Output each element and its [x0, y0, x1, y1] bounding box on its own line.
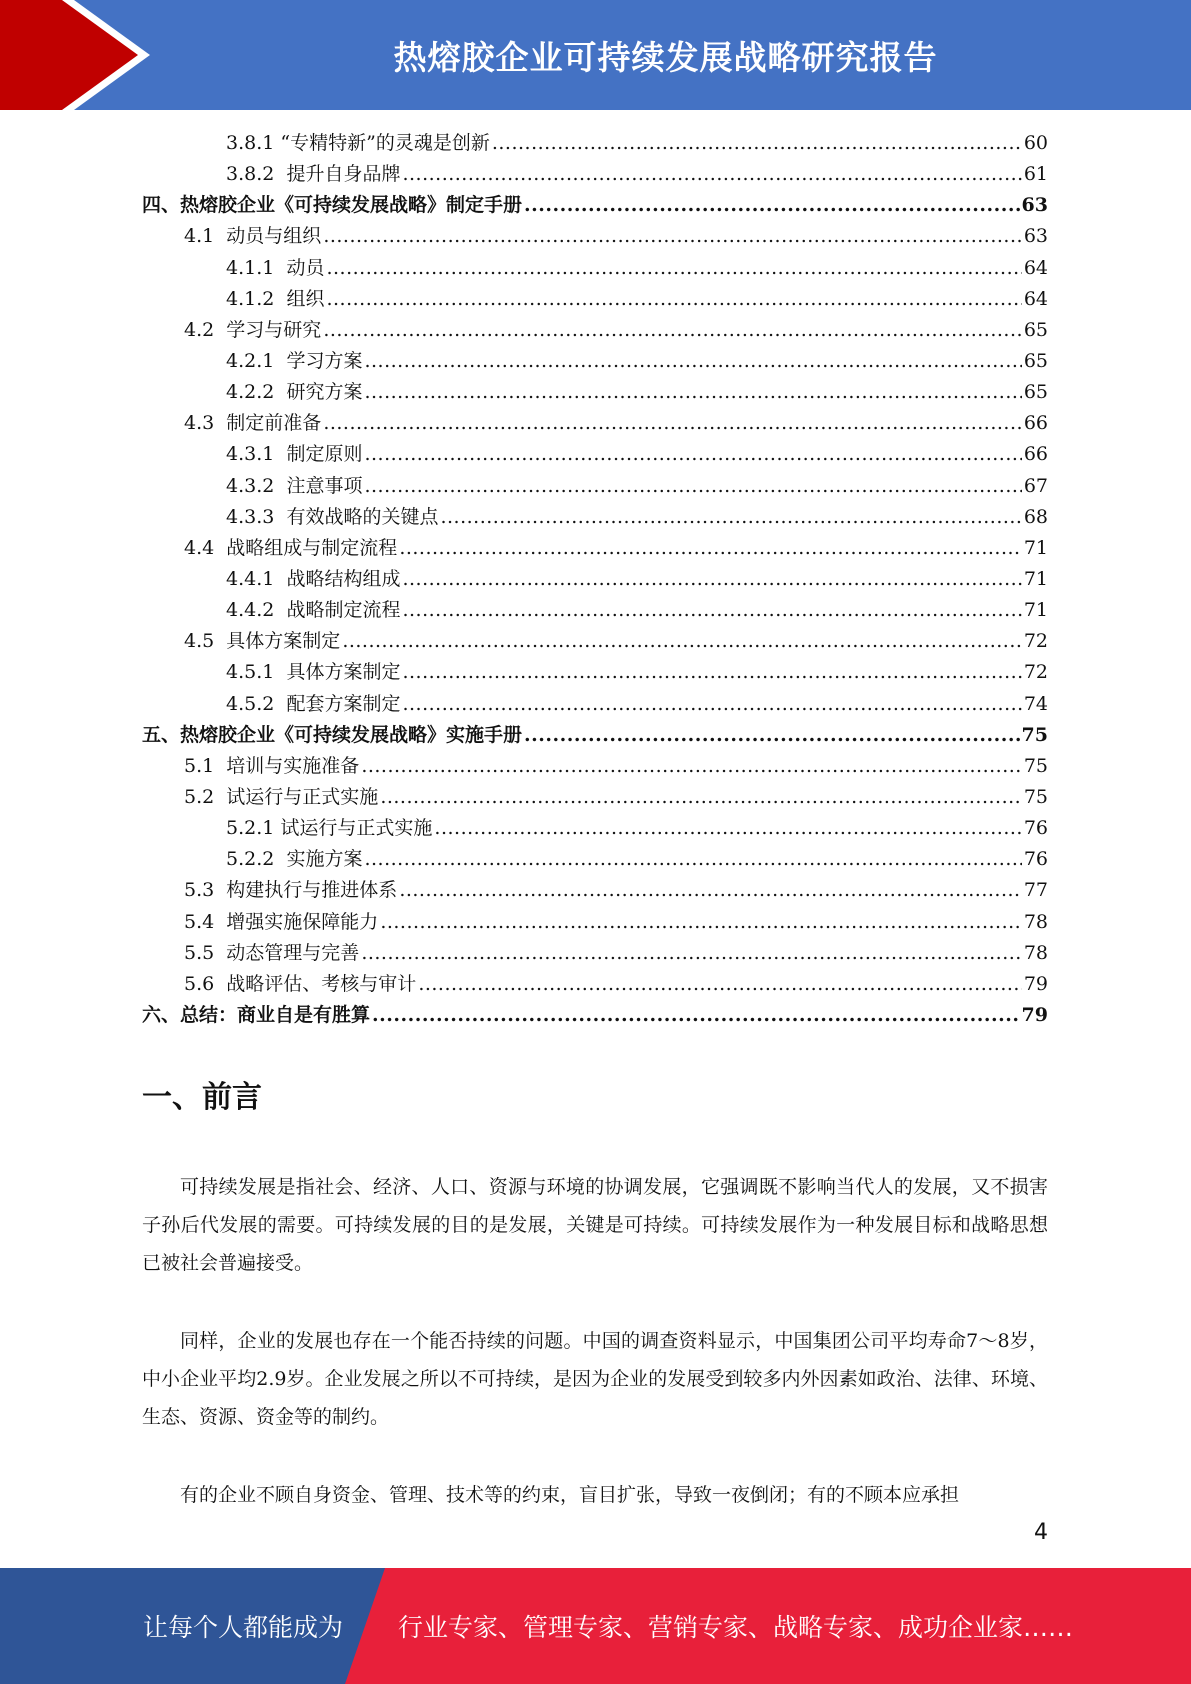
header-title: 热熔胶企业可持续发展战略研究报告 — [393, 37, 938, 77]
toc-entry-number: 4.2.2 — [226, 381, 287, 404]
toc-entry-page: 63 — [1021, 194, 1048, 217]
toc-entry-label: 注意事项 — [286, 474, 363, 497]
toc-entry-page: 63 — [1023, 225, 1048, 248]
toc-entry[interactable] — [142, 595, 1048, 626]
toc-entry-label: 五、热熔胶企业《可持续发展战略》实施手册 — [142, 723, 523, 746]
toc-entry[interactable] — [142, 253, 1048, 284]
toc-entry-page: 79 — [1023, 972, 1048, 995]
toc-entry-page: 79 — [1021, 1003, 1048, 1026]
toc-entry-label: 配套方案制定 — [286, 692, 401, 715]
toc-entry-label: 研究方案 — [286, 381, 363, 404]
toc-leader-dots — [372, 1000, 1020, 1031]
toc-entry-page: 66 — [1023, 412, 1048, 435]
toc-entry-page: 75 — [1023, 754, 1048, 777]
toc-leader-dots — [364, 346, 1021, 377]
toc-entry-label: 动态管理与完善 — [226, 941, 360, 964]
toc-entry-number: 5.2.1 — [226, 817, 281, 840]
toc-entry-label: 试运行与正式实施 — [280, 817, 433, 840]
toc-leader-dots — [402, 564, 1021, 595]
toc-entry-label: 培训与实施准备 — [226, 754, 360, 777]
toc-entry[interactable] — [142, 471, 1048, 502]
toc-leader-dots — [380, 907, 1022, 938]
toc-entry-page: 61 — [1023, 163, 1048, 186]
toc-entry-page: 71 — [1023, 599, 1048, 622]
paragraph: 有的企业不顾自身资金、管理、技术等的约束，盲目扩张，导致一夜倒闭；有的不顾本应承担 — [180, 1484, 960, 1506]
toc-entry[interactable] — [142, 626, 1048, 657]
toc-entry-page: 76 — [1023, 817, 1048, 840]
toc-entry-page: 68 — [1023, 505, 1048, 528]
toc-entry[interactable] — [142, 875, 1048, 906]
toc-leader-dots — [399, 875, 1022, 906]
toc-leader-dots — [361, 751, 1022, 782]
toc-leader-dots — [492, 128, 1022, 159]
toc-leader-dots — [342, 626, 1022, 657]
toc-entry-label: 四、热熔胶企业《可持续发展战略》制定手册 — [142, 194, 523, 217]
toc-leader-dots — [380, 782, 1022, 813]
toc-entry[interactable] — [142, 377, 1048, 408]
toc-entry-label: 战略结构组成 — [286, 567, 401, 590]
toc-entry-number: 4.3.2 — [226, 474, 287, 497]
toc-leader-dots — [402, 159, 1021, 190]
toc-entry[interactable] — [142, 938, 1048, 969]
toc-entry-number: 5.2.2 — [226, 848, 287, 871]
toc-leader-dots — [434, 813, 1021, 844]
toc-leader-dots — [364, 377, 1021, 408]
toc-entry-number: 4.1.1 — [226, 256, 287, 279]
toc-entry-label: 动员 — [286, 256, 325, 279]
toc-entry-number: 4.3 — [184, 412, 227, 435]
toc-entry[interactable] — [142, 720, 1048, 751]
toc-entry-number: 4.1.2 — [226, 287, 287, 310]
toc-entry[interactable] — [142, 533, 1048, 564]
toc-entry-page: 65 — [1023, 349, 1048, 372]
toc-entry-label: “专精特新”的灵魂是创新 — [280, 132, 490, 154]
toc-entry-page: 67 — [1023, 474, 1048, 497]
toc-entry-page: 78 — [1023, 941, 1048, 964]
toc-leader-dots — [524, 190, 1020, 221]
toc-entry-page: 66 — [1023, 443, 1048, 466]
toc-entry-label: 提升自身品牌 — [286, 163, 401, 186]
toc-entry[interactable] — [142, 564, 1048, 595]
toc-entry-page: 64 — [1023, 287, 1048, 310]
toc-entry[interactable] — [142, 159, 1048, 190]
footer-slogan-left: 让每个人都能成为 — [143, 1613, 344, 1642]
page-footer — [0, 1568, 1191, 1684]
toc-leader-dots — [361, 938, 1022, 969]
toc-entry-page: 76 — [1023, 848, 1048, 871]
toc-leader-dots — [323, 315, 1022, 346]
toc-entry[interactable] — [142, 221, 1048, 252]
toc-entry-label: 增强实施保障能力 — [226, 910, 379, 933]
toc-entry[interactable] — [142, 813, 1048, 844]
toc-entry[interactable] — [142, 408, 1048, 439]
toc-entry-number: 4.3.1 — [226, 443, 287, 466]
toc-entry[interactable] — [142, 689, 1048, 720]
toc-entry-label: 动员与组织 — [226, 225, 322, 248]
toc-entry-page: 78 — [1023, 910, 1048, 933]
toc-entry[interactable] — [142, 782, 1048, 813]
toc-entry-number: 4.3.3 — [226, 505, 287, 528]
toc-entry-label: 组织 — [286, 287, 325, 310]
toc-entry-number: 4.4.2 — [226, 599, 287, 622]
toc-entry-number: 5.1 — [184, 754, 227, 777]
section-heading: 一、前言 — [142, 1080, 262, 1115]
toc-entry[interactable] — [142, 751, 1048, 782]
toc-entry[interactable] — [142, 439, 1048, 470]
toc-entry-number: 5.6 — [184, 972, 227, 995]
toc-entry[interactable] — [142, 502, 1048, 533]
toc-entry-page: 74 — [1023, 692, 1048, 715]
toc-leader-dots — [323, 221, 1022, 252]
toc-entry[interactable] — [142, 969, 1048, 1000]
toc-entry-label: 战略组成与制定流程 — [226, 536, 398, 559]
toc-entry-label: 学习与研究 — [226, 318, 322, 341]
toc-entry[interactable] — [142, 907, 1048, 938]
toc-entry-page: 60 — [1023, 132, 1048, 154]
toc-leader-dots — [326, 284, 1021, 315]
toc-entry-label: 战略评估、考核与审计 — [226, 972, 417, 995]
toc-entry-page: 64 — [1023, 256, 1048, 279]
toc-leader-dots — [399, 533, 1022, 564]
toc-entry-number: 3.8.2 — [226, 163, 287, 186]
toc-leader-dots — [524, 720, 1020, 751]
toc-entry[interactable] — [142, 657, 1048, 688]
toc-entry-number: 4.2 — [184, 318, 227, 341]
toc-entry-number: 4.2.1 — [226, 349, 287, 372]
toc-entry-number: 4.1 — [184, 225, 227, 248]
paragraph: 同样，企业的发展也存在一个能否持续的问题。中国的调查资料显示，中国集团公司平均寿命7～8岁，中小企业平均2.9岁。企业发展之所以不可持续，是因为企业的发展受到较多内外因素如政治、法律、环境、生态、资源、资金等的制约。 — [142, 1330, 1048, 1428]
toc-entry-label: 学习方案 — [286, 349, 363, 372]
toc-leader-dots — [402, 595, 1021, 626]
page-number: 4 — [1034, 1520, 1048, 1545]
toc-entry[interactable] — [142, 1000, 1048, 1031]
toc-entry[interactable] — [142, 128, 1048, 159]
toc-entry-page: 71 — [1023, 536, 1048, 559]
toc-leader-dots — [364, 471, 1021, 502]
toc-entry-page: 75 — [1021, 723, 1048, 746]
toc-entry-label: 战略制定流程 — [286, 599, 401, 622]
table-of-contents — [142, 128, 1048, 1031]
toc-leader-dots — [364, 844, 1021, 875]
toc-leader-dots — [440, 502, 1021, 533]
toc-entry[interactable] — [142, 190, 1048, 221]
toc-entry-label: 实施方案 — [286, 848, 363, 871]
red-arrow-decoration — [0, 0, 160, 110]
toc-entry-page: 75 — [1023, 785, 1048, 808]
toc-entry-label: 制定前准备 — [226, 412, 322, 435]
toc-leader-dots — [326, 253, 1021, 284]
toc-entry-page: 77 — [1023, 879, 1048, 902]
toc-entry-label: 试运行与正式实施 — [226, 785, 379, 808]
toc-entry[interactable] — [142, 284, 1048, 315]
toc-entry-page: 72 — [1023, 630, 1048, 653]
toc-entry-number: 4.5.2 — [226, 692, 287, 715]
toc-leader-dots — [402, 689, 1021, 720]
toc-entry-number: 4.5 — [184, 630, 227, 653]
toc-entry-label: 制定原则 — [286, 443, 363, 466]
toc-entry-number: 5.5 — [184, 941, 227, 964]
toc-leader-dots — [323, 408, 1022, 439]
toc-entry-label: 六、总结：商业自是有胜算 — [142, 1003, 371, 1026]
toc-entry[interactable] — [142, 346, 1048, 377]
paragraph: 可持续发展是指社会、经济、人口、资源与环境的协调发展，它强调既不影响当代人的发展，又不损害子孙后代发展的需要。可持续发展的目的是发展，关键是可持续。可持续发展作为一种发展目标和战略思想已被社会普遍接受。 — [142, 1176, 1048, 1274]
toc-leader-dots — [364, 439, 1021, 470]
toc-entry[interactable] — [142, 844, 1048, 875]
toc-entry-label: 具体方案制定 — [286, 661, 401, 684]
footer-slogan-right: 行业专家、管理专家、营销专家、战略专家、成功企业家…… — [398, 1613, 1074, 1642]
toc-entry-number: 5.4 — [184, 910, 227, 933]
toc-entry-number: 4.4.1 — [226, 567, 287, 590]
toc-entry-label: 有效战略的关键点 — [286, 505, 439, 528]
toc-entry-number: 5.2 — [184, 785, 227, 808]
toc-leader-dots — [402, 657, 1021, 688]
toc-entry-page: 72 — [1023, 661, 1048, 684]
toc-entry-page: 65 — [1023, 381, 1048, 404]
toc-entry-page: 65 — [1023, 318, 1048, 341]
toc-entry-number: 3.8.1 — [226, 132, 281, 154]
toc-entry-label: 具体方案制定 — [226, 630, 341, 653]
toc-entry-number: 4.4 — [184, 536, 227, 559]
page-header — [0, 0, 1191, 110]
toc-entry[interactable] — [142, 315, 1048, 346]
toc-entry-number: 4.5.1 — [226, 661, 287, 684]
toc-entry-number: 5.3 — [184, 879, 227, 902]
toc-entry-label: 构建执行与推进体系 — [226, 879, 398, 902]
toc-leader-dots — [418, 969, 1022, 1000]
toc-entry-page: 71 — [1023, 567, 1048, 590]
